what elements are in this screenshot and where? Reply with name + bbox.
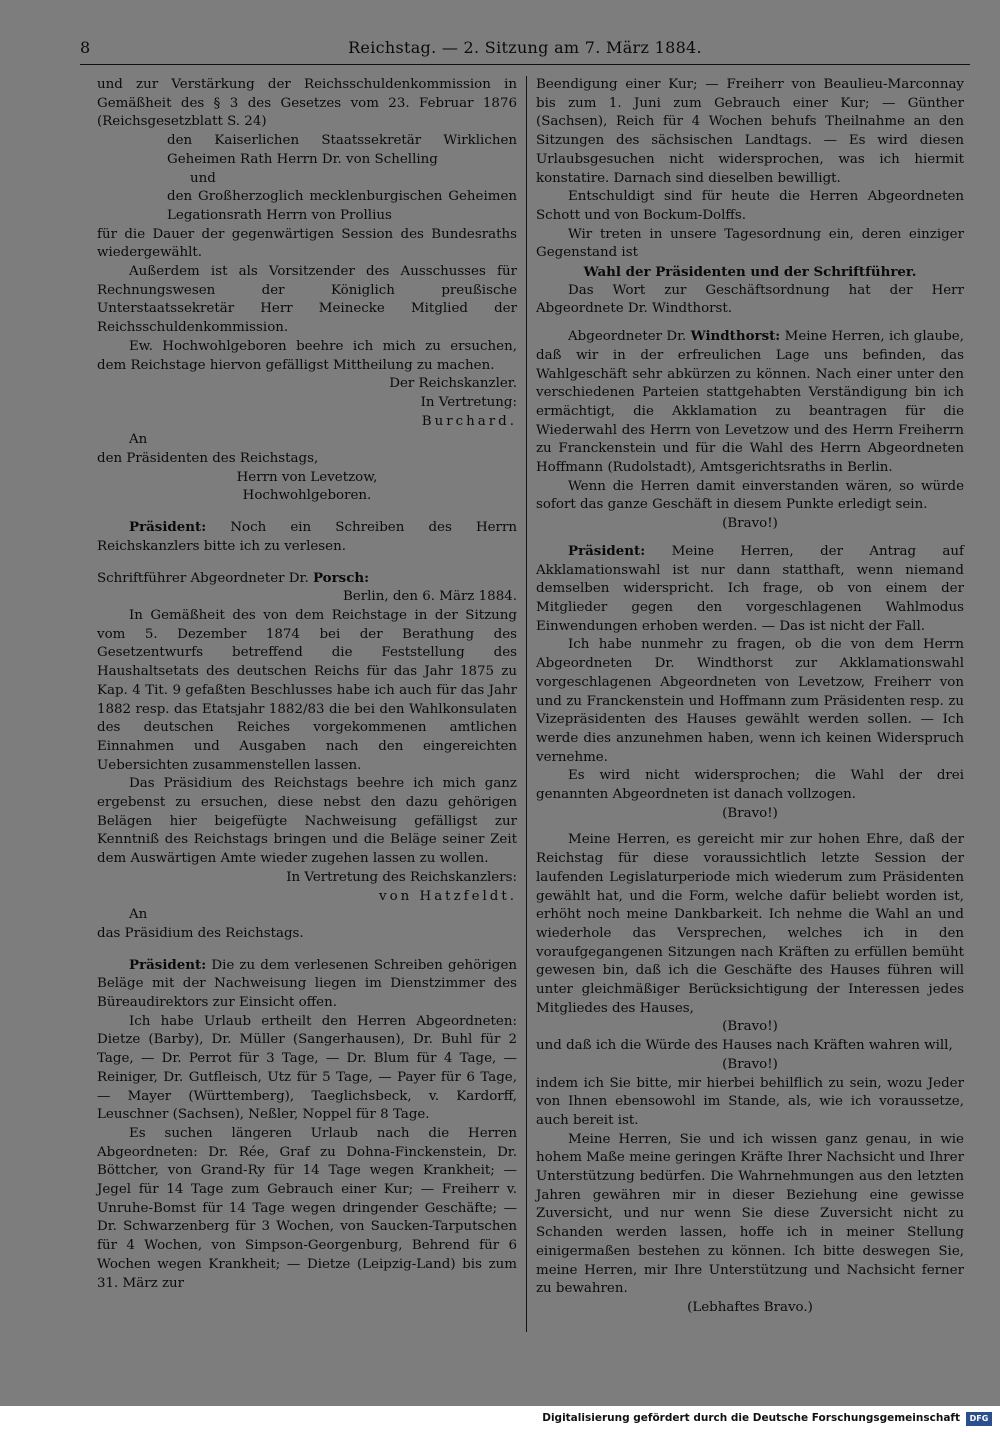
column-divider (526, 76, 527, 1332)
speaker-label: Präsident: (568, 542, 646, 559)
paragraph (97, 869, 517, 888)
paragraph (97, 1125, 517, 1293)
paragraph (97, 607, 517, 775)
paragraph (97, 76, 517, 132)
paragraph (536, 478, 964, 515)
paragraph (536, 1075, 964, 1131)
paragraph (97, 569, 517, 589)
spacer (536, 534, 964, 542)
paragraph-text: Es wird nicht widersprochen; die Wahl der drei genannten Abgeordneten ist danach vollzogen. (536, 768, 964, 803)
speaker-label: Präsident: (129, 519, 207, 536)
paragraph (97, 588, 517, 607)
paragraph (536, 76, 964, 188)
paragraph (97, 375, 517, 394)
paragraph-text: Der Reichskanzler. (389, 376, 517, 392)
paragraph (97, 132, 517, 169)
paragraph (97, 956, 517, 1013)
paragraph (536, 1299, 964, 1318)
paragraph (97, 906, 517, 925)
paragraph-text: indem ich Sie bitte, mir hierbei behilflich zu sein, wozu Jeder von Ihnen ebensowohl im Stande, als, wie ich voraussetze, auch bereit ist. (536, 1075, 964, 1128)
paragraph-text: Burchard. (421, 413, 517, 429)
paragraph (536, 188, 964, 225)
paragraph (97, 338, 517, 375)
paragraph (536, 226, 964, 263)
paragraph-text: Schriftführer Abgeordneter Dr. (97, 570, 313, 586)
paragraph (97, 888, 517, 907)
paragraph-text: (Bravo!) (722, 516, 778, 532)
paragraph (536, 1131, 964, 1299)
paragraph (536, 282, 964, 319)
page-header (80, 38, 970, 60)
paragraph-text: (Bravo!) (722, 1019, 778, 1035)
paragraph-text: Noch ein Schreiben des Herrn Reichskanzlers bitte ich zu verlesen. (97, 520, 517, 554)
paragraph (536, 1018, 964, 1037)
paragraph-text: den Präsidenten des Reichstags, (97, 451, 319, 467)
paragraph-text: Entschuldigt sind für heute die Herren Abgeordneten Schott und von Bockum-Dolffs. (536, 189, 964, 223)
paragraph-text: Meine Herren, Sie und ich wissen ganz genau, in wie hohem Maße meine geringen Kräfte Ihrer Nachsicht und Ihrer Unterstützung bedürfen. Die Wahrnehmungen aus den letzten Jahren gewähren mir in dieser Beziehung eine gewisse Zuversicht, und nur wenn Sie diese Zuversicht nicht zu Schanden werden lassen, hoffe ich in meiner Stellung einigermaßen bestehen zu können. Ich bitte deswegen Sie, meine Herren, mir Ihre Unterstützung und Nachsicht ferner zu bewahren. (536, 1131, 964, 1297)
left-column (97, 76, 517, 1293)
paragraph (97, 469, 517, 488)
paragraph (536, 1037, 964, 1056)
paragraph (536, 542, 964, 637)
paragraph-text: An (129, 432, 148, 448)
spacer (97, 506, 517, 518)
paragraph (97, 394, 517, 413)
paragraph-text: Außerdem ist als Vorsitzender des Ausschusses für Rechnungswesen der Königlich preußische Unterstaatssekretär Herr Meinecke Mitglied der Reichsschuldenkommission. (97, 264, 517, 336)
paragraph-text: den Großherzoglich mecklenburgischen Geheimen Legationsrath Herrn von Prollius (167, 189, 517, 223)
right-column (536, 76, 964, 1318)
paragraph-text: (Bravo!) (722, 805, 778, 821)
paragraph-text: und zur Verstärkung der Reichsschuldenkommission in Gemäßheit des § 3 des Gesetzes vom 23. Februar 1876 (Reichsgesetzblatt S. 24) (97, 77, 517, 130)
paragraph (97, 925, 517, 944)
paragraph (97, 263, 517, 338)
paragraph-text: das Präsidium des Reichstags. (97, 925, 304, 941)
paragraph (536, 831, 964, 1018)
paragraph (536, 805, 964, 824)
dfg-logo: DFG (966, 1412, 992, 1426)
paragraph-text: Ich habe nunmehr zu fragen, ob die von dem Herrn Abgeordneten Dr. Windthorst zur Akklamationswahl vorgeschlagenen Abgeordneten von Levetzow, Freiherr von und zu Franckenstein und Hoffmann zum Präsidenten resp. zu Vizepräsidenten des Hauses gewählt werden sollen. — Ich werde dies anzunehmen haben, wenn ich keinen Widerspruch vernehme. (536, 637, 964, 765)
paragraph-text: Hochwohlgeboren. (242, 488, 372, 504)
paragraph-text: Beendigung einer Kur; — Freiherr von Beaulieu-Marconnay bis zum 1. Juni zum Gebrauch einer Kur; — Günther (Sachsen), Reich für 4 Wochen behufs Theilnahme an den Sitzungen des sächsischen Landtags. — Es wird diesen Urlaubsgesuchen nicht widersprochen, was ich hiermit konstatire. Darnach sind dieselben bewilligt. (536, 77, 964, 186)
header-rule (80, 64, 970, 65)
paragraph-text: Die zu dem verlesenen Schreiben gehörigen Beläge mit der Nachweisung liegen im Dienstzimmer des Büreaudirektors zur Einsicht offen. (97, 957, 517, 1011)
paragraph-text: In Vertretung: (420, 394, 517, 410)
paragraph (536, 515, 964, 534)
paragraph-text: von Hatzfeldt. (379, 888, 517, 904)
paragraph (536, 767, 964, 804)
paragraph-text: Wahl der Präsidenten und der Schriftführer. (583, 264, 917, 281)
paragraph-text: den Kaiserlichen Staatssekretär Wirklichen Geheimen Rath Herrn Dr. von Schelling (167, 133, 517, 167)
paragraph-text: Herrn von Levetzow, (236, 469, 378, 485)
paragraph (536, 1056, 964, 1075)
paragraph-text: Das Präsidium des Reichstags beehre ich mich ganz ergebenst zu ersuchen, diese nebst den dazu gehörigen Belägen hier beigefügte Nachweisung gefälligst zur Kenntniß des Reichstags bringen und die Beläge seiner Zeit dem Auswärtigen Amte wieder zugehen lassen zu wollen. (97, 776, 517, 867)
paragraph-text: Meine Herren, es gereicht mir zur hohen Ehre, daß der Reichstag für diese voraussichtlich letzte Session der laufenden Legislaturperiode mich wiederum zum Präsidenten gewählt hat, und die Form, welche dafür beliebt worden ist, erhöht noch meine Dankbarkeit. Ich nehme die Wahl an und wiederhole das Versprechen, welches ich in den voraufgegangenen Sitzungen nach Kräften zu erfüllen bemüht gewesen bin, daß ich die Geschäfte des Hauses führen will unter gleichmäßiger Berücksichtigung der Interessen jedes Mitgliedes des Hauses, (536, 832, 964, 1016)
speaker-label: Präsident: (129, 956, 207, 973)
paragraph-text: Ew. Hochwohlgeboren beehre ich mich zu ersuchen, dem Reichstage hiervon gefälligst Mittheilung zu machen. (97, 338, 517, 373)
paragraph-text: Meine Herren, ich glaube, daß wir in der erfreulichen Lage uns befinden, das Wahlgeschäft sehr abkürzen zu können. Nach einer unter den verschiedenen Parteien stattgehabten Verständigung bin ich ermächtigt, die Akklamation zu beantragen für die Wiederwahl des Herrn von Levetzow und des Herrn Freiherrn zu Franckenstein und für die Wahl des Herrn Abgeordneten Hoffmann (Rudolstadt), Amtsgerichtsraths in Berlin. (536, 329, 964, 476)
page-number: 8 (80, 38, 91, 57)
paragraph (97, 170, 517, 189)
paragraph (536, 263, 964, 282)
paragraph (97, 450, 517, 469)
paragraph (97, 1013, 517, 1125)
paragraph (97, 188, 517, 225)
speaker-name: Windthorst: (690, 328, 781, 345)
spacer (536, 319, 964, 327)
paragraph (97, 413, 517, 432)
paragraph-text: Es suchen längeren Urlaub nach die Herren Abgeordneten: Dr. Rée, Graf zu Dohna-Finckenstein, Dr. Böttcher, von Grand-Ry für 14 Tage wegen Krankheit; — Jegel für 14 Tage zum Gebrauch einer Kur; — Freiherr v. Unruhe-Bomst für 14 Tage wegen dringender Geschäfte; — Dr. Schwarzenberg für 3 Wochen, von Saucken-Tarputschen für 4 Wochen, von Simpson-Georgenburg, Behrend für 6 Wochen wegen Krankheit; — Dietze (Leipzig-Land) bis zum 31. März zur (97, 1125, 517, 1291)
paragraph-text: Wenn die Herren damit einverstanden wären, so würde sofort das ganze Geschäft in diesem Punkte erledigt sein. (536, 478, 964, 513)
paragraph-text: Das Wort zur Geschäftsordnung hat der Herr Abgeordnete Dr. Windthorst. (536, 282, 964, 317)
paragraph-text: In Vertretung des Reichskanzlers: (286, 869, 517, 885)
paragraph-text: für die Dauer der gegenwärtigen Session des Bundesraths wiedergewählt. (97, 226, 517, 261)
paragraph (536, 636, 964, 767)
running-title: Reichstag. — 2. Sitzung am 7. März 1884. (348, 38, 702, 57)
spacer (97, 557, 517, 569)
paragraph (97, 226, 517, 263)
paragraph-text: und daß ich die Würde des Hauses nach Kräften wahren will, (536, 1038, 953, 1054)
spacer (97, 944, 517, 956)
paragraph (97, 775, 517, 869)
paragraph-text: Meine Herren, der Antrag auf Akklamationswahl ist nur dann statthaft, wenn niemand demselben widerspricht. Ich frage, ob von einem der Mitglieder gegen den vorgeschlagenen Wahlmodus Einwendungen erhoben werden. — Das ist nicht der Fall. (536, 543, 964, 634)
paragraph-text: Abgeordneter Dr. (568, 329, 691, 345)
paragraph (536, 327, 964, 478)
paragraph-text: Berlin, den 6. März 1884. (342, 589, 517, 605)
paragraph-text: In Gemäßheit des von dem Reichstage in der Sitzung vom 5. Dezember 1874 bei der Berathung des Gesetzentwurfs betreffend die Feststellung des Haushaltsetats des deutschen Reichs für das Jahr 1875 zu Kap. 4 Tit. 9 gefaßten Beschlusses habe ich auch für das Jahr 1882 resp. das Etatsjahr 1882/83 die bei den Wahlkonsulaten des deutschen Reiches vorgekommenen amtlichen Einnahmen und Ausgaben nach den eingereichten Uebersichten zusammenstellen lassen. (97, 607, 517, 773)
paragraph-text: (Bravo!) (722, 1056, 778, 1072)
speaker-name: Porsch: (312, 569, 370, 586)
footer-bar (0, 1406, 1000, 1432)
paragraph-text: (Lebhaftes Bravo.) (687, 1300, 813, 1315)
paragraph-text: Ich habe Urlaub ertheilt den Herren Abgeordneten: Dietze (Barby), Dr. Müller (Sangerhausen), Dr. Buhl für 2 Tage, — Dr. Perrot für 3 Tage, — Dr. Blum für 4 Tage, — Reiniger, Dr. Gutfleisch, Utz für 5 Tage, — Payer für 6 Tage, — Mayer (Württemberg), Taeglichsbeck, v. Kardorff, Leuschner (Sachsen), Neßler, Noppel für 8 Tage. (97, 1013, 517, 1123)
paragraph-text: Wir treten in unsere Tagesordnung ein, deren einziger Gegenstand ist (536, 226, 964, 261)
paragraph (97, 487, 517, 506)
paragraph-text: An (129, 907, 148, 923)
paragraph (97, 431, 517, 450)
spacer (536, 823, 964, 831)
paragraph-text: und (190, 170, 216, 186)
funding-note: Digitalisierung gefördert durch die Deutsche Forschungsgemeinschaft (542, 1412, 960, 1424)
paragraph (97, 518, 517, 556)
